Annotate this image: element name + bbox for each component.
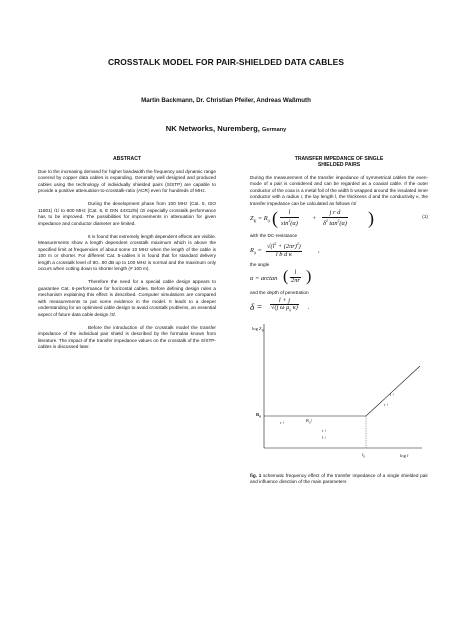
r0-label: $R_0$ <box>256 411 262 419</box>
annotation-l-down: l ↑ <box>322 434 327 440</box>
transfer-impedance-curve <box>264 366 420 416</box>
section-heading <box>250 156 428 168</box>
abstract-heading: ABSTRACT <box>112 156 141 162</box>
angle-label: the angle <box>250 261 270 267</box>
affiliation-org: NK Networks, Nuremberg, <box>165 124 260 133</box>
equation-dc-resistance: $R_0$ = $\frac{√(l^2 + (2\pi r)^2)}{\text{l b d κ}}$ , <box>250 241 320 258</box>
author-list: Martin Backmann, Dr. Christian Pfeiler, Andreas Waßmuth <box>141 97 311 104</box>
figure-x-axis-label: log f <box>400 452 409 458</box>
annotation-r-down: r ↑ <box>322 427 327 433</box>
equation-transfer-impedance: $Z_K = R_0$ ( $\frac{l}{\sin^2(\alpha)}$ + $\frac{\text{j r d}}{\delta^2 \tan^2(\alpha)}$ ) (1) <box>250 208 428 229</box>
figure-caption-label: fig. 1 <box>250 472 262 478</box>
abstract-paragraph-5: Before the introduction of the crosstalk model the transfer impedance of the individual pair shield is described by the formulas known from literature. The impact of the transfer impedance values on the crosstalk of the S/STP-cables is discussed later. <box>38 324 216 350</box>
abstract-paragraph-3: It is found that extremely length dependent effects are visible. Measurements show a length dependent crosstalk maximum which is above the specified limit at frequencies of about some 10 MHz when the length of the cable is 100 m or shorter. For different Cat. 5-cables it is found that for standard delivery length a crosstalk level of 80...90 dB up to 100 MHz is normal and the maximum only occurs when cutting down to shorter length (# 100 m). <box>38 233 216 272</box>
annotation-r-up: r ↑ <box>280 419 285 425</box>
paper-title: CROSSTALK MODEL FOR PAIR-SHIELDED DATA CABLES <box>107 57 345 67</box>
section-heading-line2: SHIELDED PAIRS <box>317 162 361 169</box>
annotation-r-mid: r ↑ <box>384 401 389 407</box>
penetration-depth-label: and the depth of penetration <box>250 290 309 296</box>
equation-angle: α = arctan ( $\frac{l}{2\pi r}$ ) <box>250 268 312 286</box>
section-intro: During the measurement of the transfer impedance of symmetrical cables the even-mode of a pair is considered and can be regarded as a coaxial cable. If the outer conductor of the coax is a metal foil of the width b wrapped around the insulated inner conductor with a radius r, the lay length l, the thickness d and the conductivity κ, the transfer impedance can be calculated as follows /4/ <box>250 174 428 206</box>
section-heading-line1: TRANSFER IMPEDANCE OF SINGLE <box>294 156 384 162</box>
abstract-paragraph-1: Due to the increasing demand for higher bandwidth the frequency and dynamic range covered by copper data cables is expanding. Generally well designed and produced cables using the technology of individually shielded pairs (S/STP) are capable to provide a positive attenuation-to-crosstalk-ratio (ACR) even for hundreds of MHz. <box>38 168 216 194</box>
right-column <box>250 156 428 486</box>
affiliation-country: Germany <box>261 127 287 133</box>
equation-penetration-depth: δ = $\frac{l + j}{√(j \omega \mu_0 \kappa)}$ . <box>250 296 310 313</box>
f0-label: $f_0$ <box>362 451 366 459</box>
dc-resistance-label: with the DC-resistance <box>250 233 298 239</box>
abstract-paragraph-4: Therefore the need for a special cable design appears to guarantee Cat. 6-performance for horizontal cables. Before defining design rules a mechanism explaining this effect is described. Computer simulations are compared with measurements to put some evidence in the model. It leads to a deeper understanding for an optimised cable design to avoid crosstalk problems, an essential aspect of future data cable design /3/. <box>38 279 216 317</box>
affiliation <box>0 124 452 133</box>
left-column <box>38 156 216 351</box>
abstract-paragraph-2: During the development phase from 100 MHz (Cat. 5, ISO 11801) /1/ to 600 MHz (Cat. 6, E DIN 44312/5) /2/ especially crosstalk performance has to be improved. The possibilities for improvements in attenuation for given impedance and conductor diameter are limited. <box>38 201 216 226</box>
transfer-impedance-figure <box>250 320 428 470</box>
annotation-r0-up: $R_0↑$ <box>306 417 313 425</box>
equation-number: (1) <box>422 215 428 221</box>
figure-y-axis-label: $\log Z_K$ <box>252 325 265 333</box>
figure-caption-text: schematic frequency effect of the transfer impedance of a single shielded pair and influence direction of the main parameters <box>250 472 428 485</box>
figure-caption <box>250 473 428 486</box>
annotation-l-up: l ↑ <box>390 391 395 397</box>
